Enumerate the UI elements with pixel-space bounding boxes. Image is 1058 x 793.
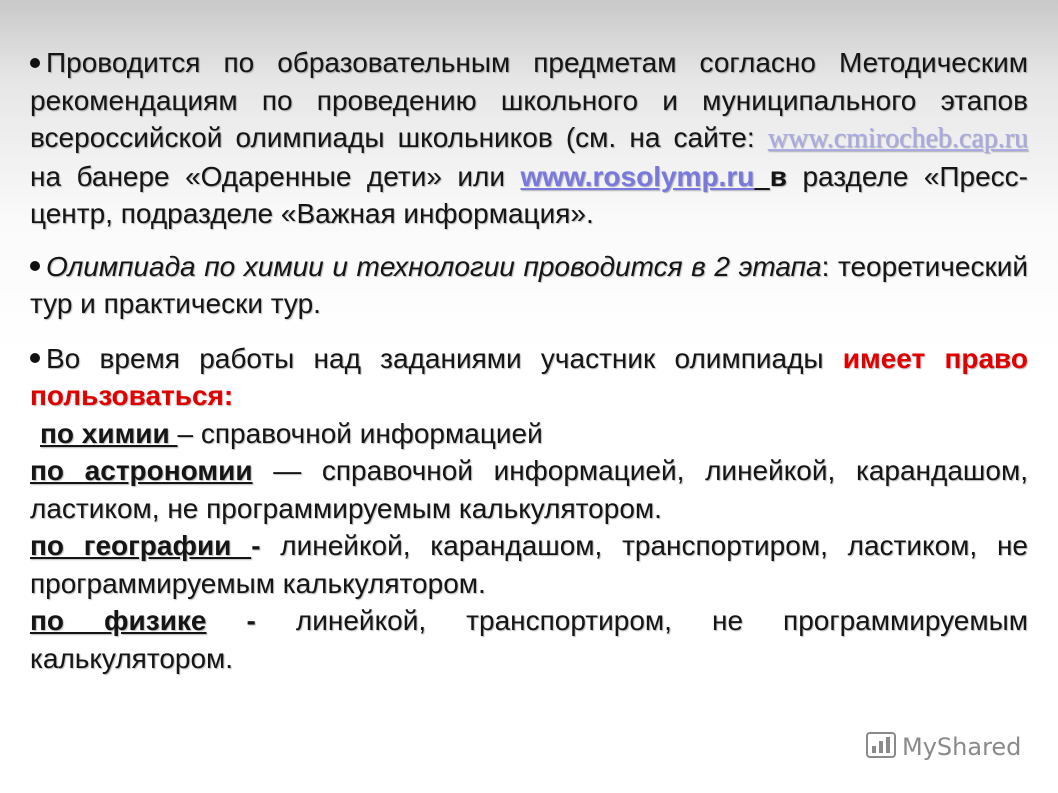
item-geography: по географии - линейкой, карандашом, транспортиром, ластиком, не программируемым калькулятором.	[30, 530, 1028, 599]
chemistry-label: по химии	[40, 417, 178, 449]
myshared-logo-icon	[866, 732, 896, 763]
physics-label: по физике	[30, 605, 207, 636]
slide-content	[30, 44, 1028, 677]
item-astronomy: по астрономии — справочной информацией, линейкой, карандашом, ластиком, не программируемым калькулятором.	[30, 455, 1028, 524]
bullet-icon	[30, 261, 40, 271]
paragraph-olympiad-stages: Олимпиада по химии и технологии проводится в 2 этапа: теоретический тур и практически тур.	[30, 250, 1028, 319]
item-physics: по физике - линейкой, транспортиром, не программируемым калькулятором.	[30, 605, 1028, 674]
myshared-watermark	[866, 731, 1026, 763]
geography-label: по географии	[30, 530, 252, 561]
link-cmirocheb[interactable]: www.cmirocheb.cap.ru	[767, 123, 1028, 154]
paragraph-methodical-recommendations: Проводится по образовательным предметам согласно Методическим рекомендациям по проведению школьного и муниципального этапов всероссийской олимпиады школьников (см. на сайте: www.cmirocheb.cap.ru на банере «Одаренные дети» или www.rosolymp.ru в разделе «Пресс-центр, подразделе «Важная информация».	[30, 47, 1029, 229]
watermark-text: MyShared	[902, 733, 1022, 761]
astronomy-label: по астрономии	[30, 455, 253, 486]
bullet-icon	[30, 58, 40, 68]
item-chemistry: по химии – справочной информацией	[40, 417, 543, 449]
bullet-icon	[30, 353, 40, 363]
paragraph-participant-rights: Во время работы над заданиями участник олимпиады имеет право пользоваться:	[30, 342, 1029, 411]
link-rosolymp[interactable]: www.rosolymp.ru	[520, 160, 755, 192]
